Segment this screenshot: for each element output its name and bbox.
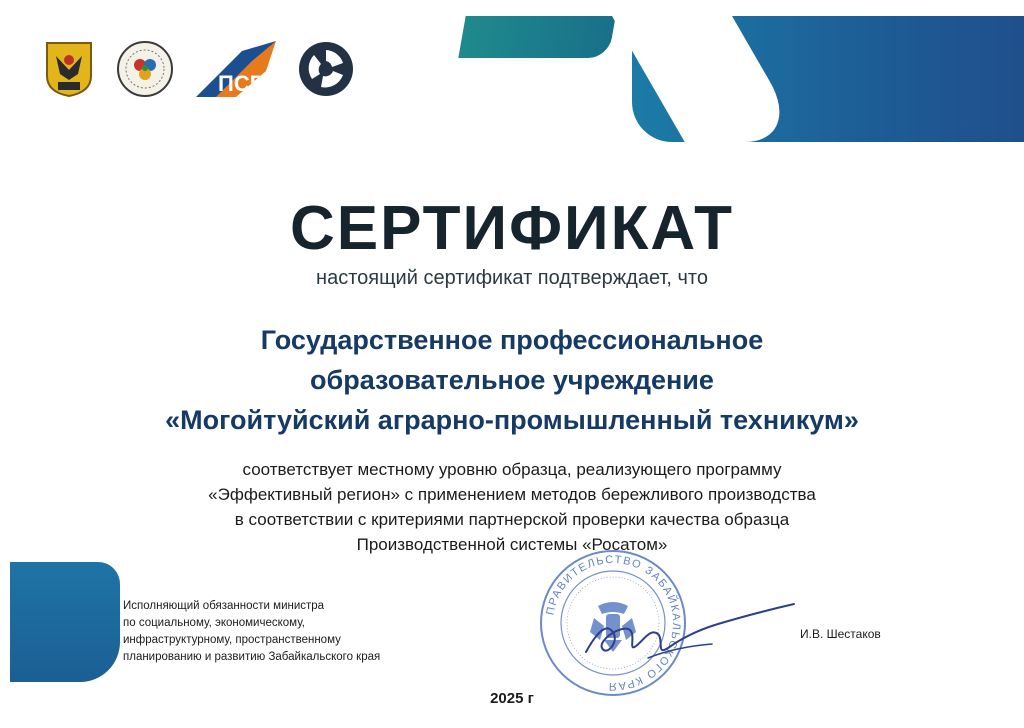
body-line: соответствует местному уровню образца, реализующего программу xyxy=(242,460,782,479)
body-line: Производственной системы «Росатом» xyxy=(356,535,668,554)
body-line: в соответствии с критериями партнерской проверки качества образца xyxy=(234,510,790,529)
organization-name xyxy=(0,320,1024,440)
signer-role-line: по социальному, экономическому, xyxy=(123,617,305,629)
rosatom-logo-icon xyxy=(298,41,354,97)
decorative-band-bottom-left xyxy=(10,562,120,682)
decorative-band-top-large xyxy=(632,16,1024,142)
signer-role-line: инфраструктурному, пространственному xyxy=(123,634,341,646)
signer-name: И.В. Шестаков xyxy=(800,627,881,641)
handwritten-signature xyxy=(578,600,798,670)
regional-emblem-icon xyxy=(116,40,174,98)
certificate-subtitle: настоящий сертификат подтверждает, что xyxy=(316,267,708,289)
signer-role xyxy=(123,598,380,666)
body-line: «Эффективный регион» с применением методов бережливого производства xyxy=(208,485,816,504)
zabaikalsky-coat-of-arms-icon xyxy=(44,40,94,98)
certificate-body xyxy=(0,457,1024,557)
signer-role-line: Исполняющий обязанности министра xyxy=(123,600,325,612)
svg-text:ПРАВИТЕЛЬСТВО ЗАБАЙКАЛЬСКОГО К: ПРАВИТЕЛЬСТВО ЗАБАЙКАЛЬСКОГО КРАЯ xyxy=(544,553,683,693)
psr-logo-icon xyxy=(196,41,276,97)
signer-role-line: планированию и развитию Забайкальского края xyxy=(123,651,381,663)
svg-text:ПСР: ПСР xyxy=(218,71,265,96)
certificate-year: 2025 г xyxy=(490,690,534,707)
organization-line: образовательное учреждение xyxy=(310,365,714,395)
certificate-title: СЕРТИФИКАТ xyxy=(290,194,734,263)
logo-row xyxy=(44,40,354,98)
decorative-band-top-small xyxy=(458,16,615,58)
organization-line: Государственное профессиональное xyxy=(260,325,764,355)
organization-line: «Могойтуйский аграрно-промышленный техникум» xyxy=(165,405,859,435)
